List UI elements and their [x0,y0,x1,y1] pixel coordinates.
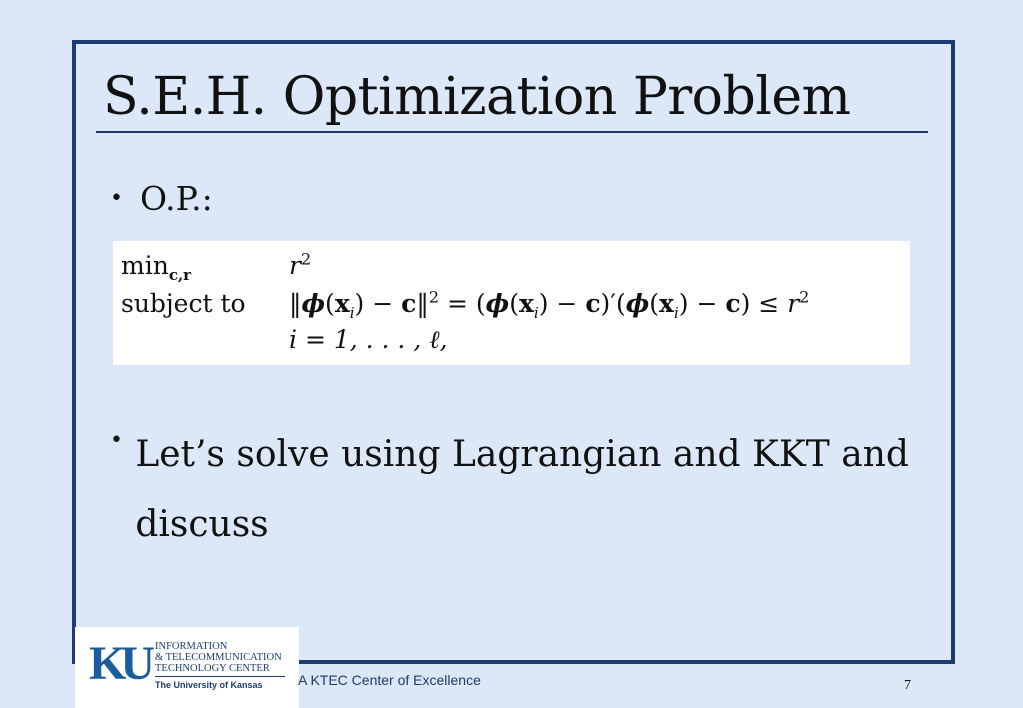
formula-index-range: i = 1, . . . , ℓ, [289,325,448,354]
ku-logo-mark: KU [89,637,149,690]
title-underline [96,131,928,133]
formula-row-constraint [121,287,810,322]
formula-row-objective [121,249,312,284]
footer-tagline: A KTEC Center of Excellence [298,672,481,688]
formula-min-label: $\min_{c,r}$ [121,251,192,284]
slide-title: S.E.H. Optimization Problem [103,67,851,127]
ku-ittc-logo [75,627,299,708]
formula-objective: $r^2$ [289,249,312,280]
bullet-dot: • [110,186,123,211]
bullet-dot: • [110,428,123,453]
formula-subject-to-label: subject to [121,289,246,318]
bullet-solve-text: Let’s solve using Lagrangian and KKT and discuss [135,434,909,545]
optimization-formula [113,241,910,365]
logo-center-name: INFORMATION & TELECOMMUNICATION TECHNOLOGY CENTER [155,641,282,674]
formula-constraint: $‖\phi(x_i)$ − c‖$^2$ = $(\phi(x_i) - c)'(\phi(x_i) - c) \le r^2$ [289,287,810,322]
bullet-solve [110,420,910,560]
bullet-op [110,178,213,220]
bullet-op-text: O.P.: [140,179,213,218]
logo-divider [155,676,285,677]
formula-row-index [121,325,448,355]
page-number: 7 [904,678,911,693]
logo-university: The University of Kansas [155,680,263,690]
